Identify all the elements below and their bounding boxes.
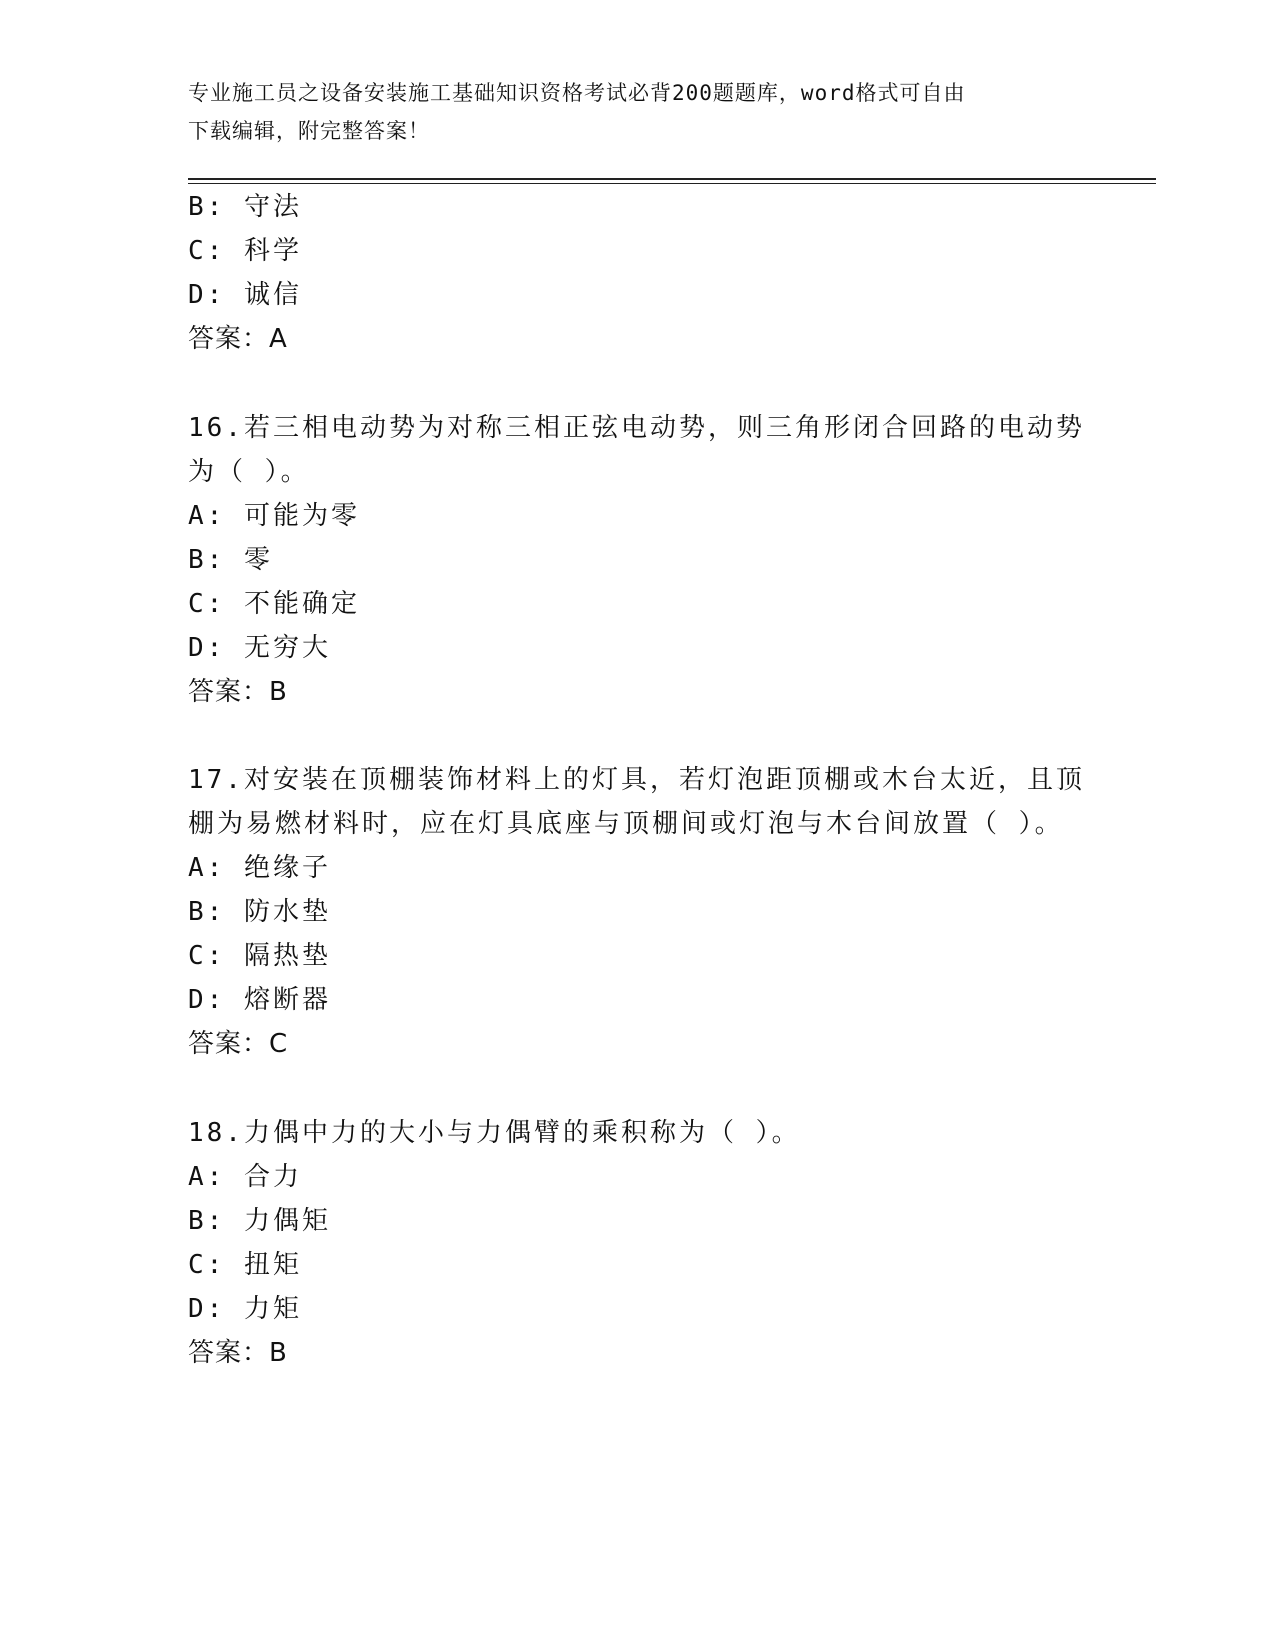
q16-stem-line-2: 为（ ）。 — [188, 457, 310, 487]
q16-option-d: D: 无穷大 — [188, 633, 331, 663]
q16-option-c: C: 不能确定 — [188, 589, 360, 619]
q17-answer: 答案：C — [188, 1029, 289, 1059]
q16-stem-line-1: 16.若三相电动势为对称三相正弦电动势，则三角形闭合回路的电动势 — [188, 413, 1085, 443]
q18-stem-line-1: 18.力偶中力的大小与力偶臂的乘积称为（ ）。 — [188, 1118, 801, 1148]
document-header — [188, 74, 1068, 150]
header-title-line-1: 专业施工员之设备安装施工基础知识资格考试必背200题题库，word格式可自由 — [188, 81, 966, 105]
q16-answer: 答案：B — [188, 677, 288, 707]
header-rule-thick — [188, 178, 1156, 180]
q18-option-b: B: 力偶矩 — [188, 1206, 331, 1236]
q16-option-b: B: 零 — [188, 545, 273, 575]
q16-option-a: A: 可能为零 — [188, 501, 360, 531]
q18-option-a: A: 合力 — [188, 1162, 302, 1192]
q15-option-c: C: 科学 — [188, 236, 302, 266]
header-title-line-2: 下载编辑，附完整答案！ — [188, 119, 430, 143]
q17-option-b: B: 防水垫 — [188, 897, 331, 927]
q18-option-c: C: 扭矩 — [188, 1250, 302, 1280]
q15-option-d: D: 诚信 — [188, 280, 302, 310]
q17-option-a: A: 绝缘子 — [188, 853, 331, 883]
q17-option-d: D: 熔断器 — [188, 985, 331, 1015]
q18-option-d: D: 力矩 — [188, 1294, 302, 1324]
q17-option-c: C: 隔热垫 — [188, 941, 331, 971]
q15-option-b: B: 守法 — [188, 192, 302, 222]
q18-answer: 答案：B — [188, 1338, 288, 1368]
q17-stem-line-1: 17.对安装在顶棚装饰材料上的灯具，若灯泡距顶棚或木台太近，且顶 — [188, 765, 1085, 795]
q15-answer: 答案：A — [188, 324, 288, 354]
q17-stem-line-2: 棚为易燃材料时，应在灯具底座与顶棚间或灯泡与木台间放置（ ）。 — [188, 809, 1064, 839]
